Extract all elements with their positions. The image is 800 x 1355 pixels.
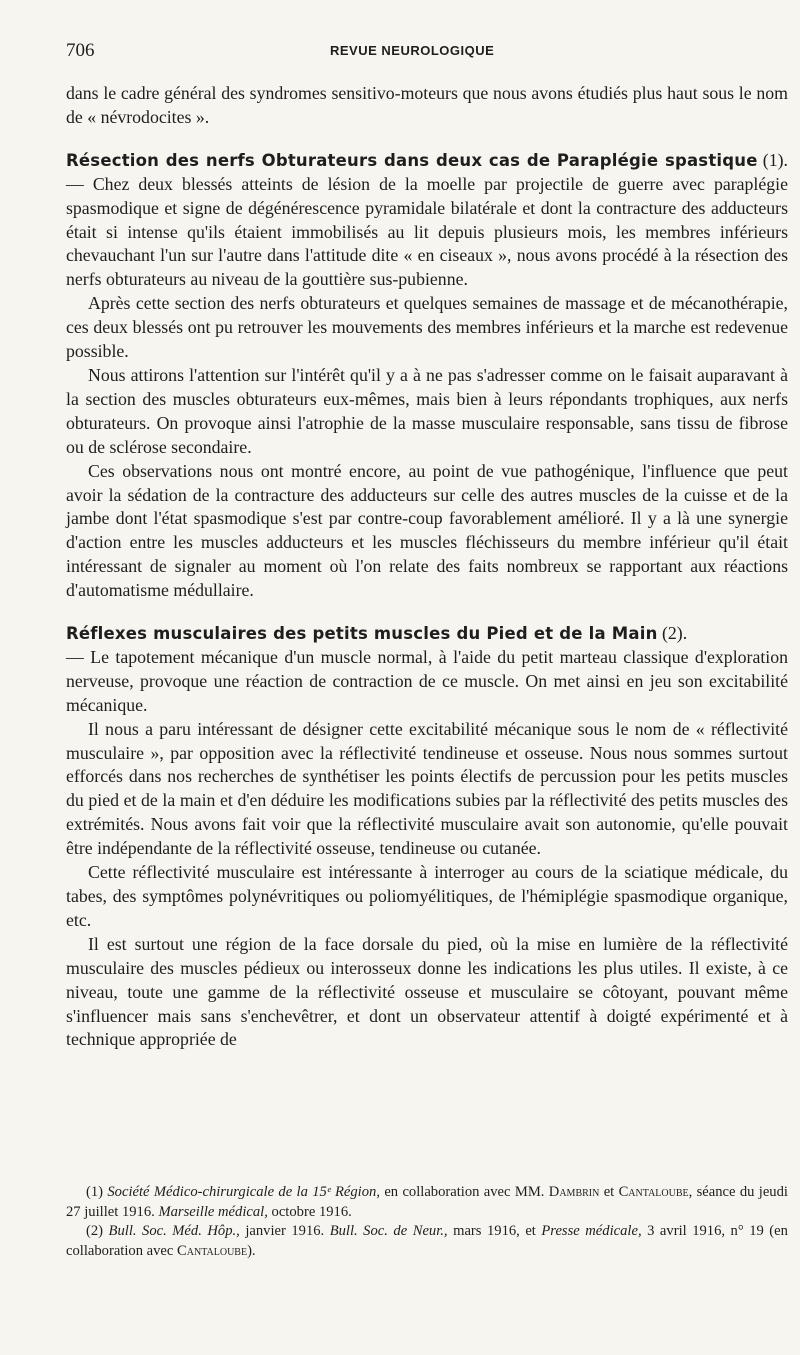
- footnote-2-number: (2): [86, 1223, 104, 1239]
- footnote-2-ref-1-date: janvier 1916.: [245, 1223, 325, 1239]
- footnote-2: [66, 1222, 788, 1261]
- journal-title: REVUE NEUROLOGIQUE: [330, 43, 495, 58]
- section-2-paragraph-1: — Le tapotement mécanique d'un muscle normal, à l'aide du petit marteau classique d'exploration nerveuse, provoque une réaction de contraction de ce muscle. On met ainsi en jeu son excitabilité mécanique.: [66, 646, 788, 715]
- section-2-title: Réflexes musculaires des petits muscles du Pied et de la Main: [66, 624, 658, 644]
- section-2-note-ref: (2).: [661, 623, 688, 644]
- page-number: 706: [66, 40, 95, 61]
- section-1-paragraph-2: Après cette section des nerfs obturateurs et quelques semaines de massage et de mécanothérapie, ces deux blessés ont pu retrouver les mouvements des membres inférieurs et la marche est redevenue possible.: [66, 293, 788, 362]
- section-1-p1-text: — Chez deux blessés atteints de lésion de la moelle par projectile de guerre avec paraplégie spasmodique et signe de dégénérescence pyramidale bilatérale et dont la contracture des adducteurs était si intense qu'ils étaient immobilisés au lit depuis plusieurs mois, les membres inférieurs chevauchant l'un sur l'autre dans l'attitude dite « en ciseaux », nous avons procédé à la résection des nerfs obturateurs au niveau de la gouttière sus-pubienne.: [66, 173, 788, 290]
- section-1-note-ref: (1).: [762, 149, 788, 170]
- footnote-2-ref-3: Presse médicale,: [541, 1223, 642, 1239]
- footnote-1-author-2: Cantaloube,: [618, 1184, 693, 1200]
- section-1-paragraph-3: Nous attirons l'attention sur l'intérêt qu'il y a à ne pas s'adresser comme on le faisait auparavant à la section des muscles obturateurs eux-mêmes, mais bien à leurs répondants trophiques, aux nerfs obturateurs. On provoque ainsi l'atrophie de la masse musculaire responsable, sans tissu de fibrose ou de sclérose secondaire.: [66, 364, 788, 457]
- running-header: [66, 40, 766, 66]
- footnote-1-journal: Marseille médical,: [158, 1203, 268, 1220]
- footnote-1-and: et: [603, 1184, 615, 1200]
- footnote-2-author: Cantaloube).: [177, 1242, 256, 1259]
- footnote-1-text: en collaboration avec MM.: [384, 1184, 545, 1200]
- footnote-2-ref-2-date: mars 1916, et: [453, 1223, 536, 1239]
- section-1-first-paragraph: [66, 149, 788, 292]
- footnotes: [66, 1183, 788, 1261]
- section-1-paragraph-4: Ces observations nous ont montré encore, au point de vue pathogénique, l'influence que peut avoir la sédation de la contracture des adducteurs sur celle des autres muscles de la cuisse et de la jambe dont l'état spasmodique s'est par contre-coup favorablement amélioré. Il y a là une synergie d'action entre les muscles adducteurs et les muscles fléchisseurs du membre inférieur qu'il était intéressant de signaler au moment où l'on relate des faits nombreux se rapportant aux réactions d'automatisme médullaire.: [66, 460, 788, 601]
- footnote-1: [66, 1183, 788, 1222]
- footnote-1-venue: Société Médico-chirurgicale de la 15ᵉ Région,: [107, 1184, 380, 1200]
- section-2-paragraph-2: Il nous a paru intéressant de désigner cette excitabilité mécanique sous le nom de « réflectivité musculaire », par opposition avec la réflectivité tendineuse et osseuse. Nous nous sommes surtout efforcés dans nos recherches de synthétiser les points électifs de percussion pour les petits muscles du pied et de la main et d'en déduire les modifications subies par la réflectivité des petits muscles des extrémités. Nous avons fait voir que la réflectivité musculaire avait son autonomie, qu'elle pouvait être indépendante de la réflectivité osseuse, tendineuse ou cutanée.: [66, 718, 788, 859]
- footnote-2-ref-2: Bull. Soc. de Neur.,: [329, 1223, 448, 1239]
- main-text: [66, 82, 788, 1052]
- intro-paragraph: dans le cadre général des syndromes sensitivo-moteurs que nous avons étudiés plus haut sous le nom de « névrodocites ».: [66, 83, 788, 127]
- section-2-paragraph-3: Cette réflectivité musculaire est intéressante à interroger au cours de la sciatique médicale, du tabes, des symptômes polynévritiques ou poliomyélitiques, de l'hémiplégie spasmodique organique, etc.: [66, 862, 788, 930]
- footnote-1-number: (1): [86, 1184, 104, 1200]
- section-1-title: Résection des nerfs Obturateurs dans deux cas de Paraplégie spastique: [66, 150, 758, 170]
- footnote-1-date: séance du jeudi 27 juillet 1916.: [66, 1184, 788, 1220]
- footnote-1-journal-date: octobre 1916.: [271, 1203, 352, 1220]
- footnote-2-ref-3-date: 3 avril 1916, n° 19 (en collaboration avec: [66, 1223, 788, 1259]
- section-2-title-line: [66, 622, 788, 646]
- footnote-2-ref-1: Bull. Soc. Méd. Hôp.,: [108, 1223, 240, 1239]
- section-2-paragraph-4: Il est surtout une région de la face dorsale du pied, où la mise en lumière de la réflectivité musculaire des muscles pédieux ou interosseux donne les indications les plus utiles. Il existe, à ce niveau, toute une gamme de la réflectivité osseuse et musculaire se côtoyant, pouvant même s'influencer mais sans s'enchevêtrer, et dont un observateur attentif à doigté expérimenté et à technique appropriée de: [66, 933, 788, 1050]
- footnote-1-author-1: Dambrin: [548, 1184, 600, 1200]
